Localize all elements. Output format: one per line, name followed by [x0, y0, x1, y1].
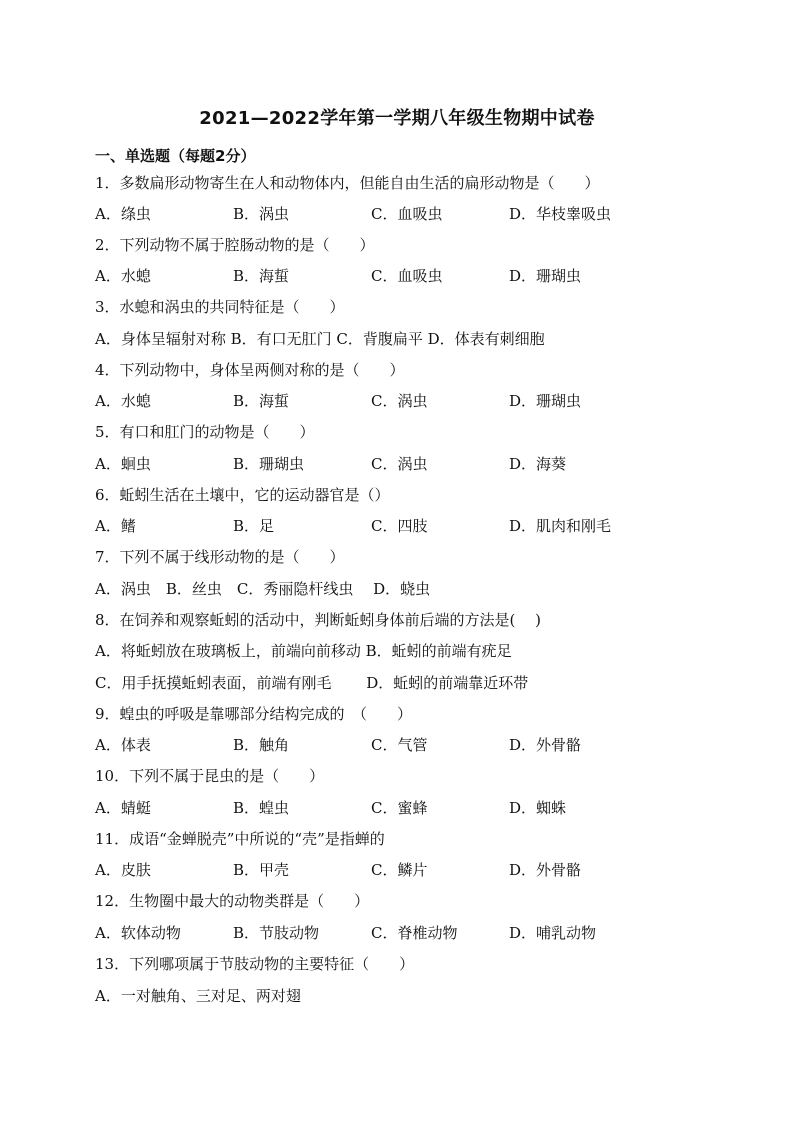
question-1: 1．多数扁形动物寄生在人和动物体内，但能自由生活的扁形动物是（ ） — [95, 174, 600, 192]
option-a: A．绦虫 — [95, 205, 151, 223]
options-8-line-1: A．将蚯蚓放在玻璃板上，前端向前移动 B．蚯蚓的前端有疣足 — [95, 642, 512, 660]
option-d: D．外骨骼 — [509, 736, 582, 754]
question-3: 3．水螅和涡虫的共同特征是（ ） — [95, 298, 345, 316]
option-d: D．哺乳动物 — [509, 924, 597, 942]
option-c: C．四肢 — [371, 517, 428, 535]
option-d: D．外骨骼 — [509, 861, 582, 879]
option-d: D．海葵 — [509, 455, 567, 473]
option-b: B．触角 — [233, 736, 290, 754]
options-1 — [95, 204, 715, 224]
question-6: 6．蚯蚓生活在土壤中，它的运动器官是（） — [95, 486, 390, 504]
options-9 — [95, 735, 715, 755]
option-d: D．蜘蛛 — [509, 799, 567, 817]
option-b: B．涡虫 — [233, 205, 290, 223]
option-b: B．海蜇 — [233, 392, 290, 410]
option-a: A．水螅 — [95, 392, 151, 410]
options-12 — [95, 923, 715, 943]
question-13: 13．下列哪项属于节肢动物的主要特征（ ） — [95, 955, 415, 973]
question-8: 8．在饲养和观察蚯蚓的活动中，判断蚯蚓身体前后端的方法是( ) — [95, 611, 542, 629]
option-a: A．软体动物 — [95, 924, 181, 942]
option-c: C．蜜蜂 — [371, 799, 428, 817]
option-b: B．甲壳 — [233, 861, 290, 879]
option-b: B．珊瑚虫 — [233, 455, 305, 473]
option-c: C．血吸虫 — [371, 267, 443, 285]
option-c: C．脊椎动物 — [371, 924, 458, 942]
option-b: B．足 — [233, 517, 275, 535]
option-a: A．皮肤 — [95, 861, 151, 879]
option-d: D．珊瑚虫 — [509, 267, 582, 285]
option-a: A．水螅 — [95, 267, 151, 285]
option-d: D．华枝睾吸虫 — [509, 205, 612, 223]
options-6 — [95, 516, 715, 536]
question-9: 9．蝗虫的呼吸是靠哪部分结构完成的 （ ） — [95, 705, 413, 723]
question-5: 5．有口和肛门的动物是（ ） — [95, 423, 315, 441]
option-c: C．鳞片 — [371, 861, 428, 879]
options-3: A．身体呈辐射对称 B．有口无肛门 C．背腹扁平 D．体表有刺细胞 — [95, 330, 545, 348]
options-11 — [95, 860, 715, 880]
option-a: A．蛔虫 — [95, 455, 151, 473]
question-4: 4．下列动物中，身体呈两侧对称的是（ ） — [95, 361, 405, 379]
options-7: A．涡虫 B．丝虫 C．秀丽隐杆线虫 D．蛲虫 — [95, 580, 431, 598]
option-b: B．蝗虫 — [233, 799, 290, 817]
option-c: C．涡虫 — [371, 392, 428, 410]
question-7: 7．下列不属于线形动物的是（ ） — [95, 548, 345, 566]
options-8-line-2: C．用手抚摸蚯蚓表面，前端有刚毛 D．蚯蚓的前端靠近环带 — [95, 674, 529, 692]
question-10: 10．下列不属于昆虫的是（ ） — [95, 767, 325, 785]
question-11: 11．成语“金蝉脱壳”中所说的“壳”是指蝉的 — [95, 830, 385, 848]
option-a: A．体表 — [95, 736, 151, 754]
exam-title: 2021—2022学年第一学期八年级生物期中试卷 — [199, 108, 595, 129]
section-heading: 一、单选题（每题2分） — [95, 147, 256, 165]
option-a: A．鳍 — [95, 517, 136, 535]
option-c: C．血吸虫 — [371, 205, 443, 223]
option-c: C．涡虫 — [371, 455, 428, 473]
question-12: 12．生物圈中最大的动物类群是（ ） — [95, 892, 370, 910]
option-b: B．海蜇 — [233, 267, 290, 285]
options-5 — [95, 454, 715, 474]
options-4 — [95, 391, 715, 411]
options-2 — [95, 266, 715, 286]
options-10 — [95, 798, 715, 818]
option-b: B．节肢动物 — [233, 924, 320, 942]
option-a: A．蜻蜓 — [95, 799, 151, 817]
options-13: A．一对触角、三对足、两对翅 — [95, 987, 301, 1005]
option-c: C．气管 — [371, 736, 428, 754]
option-d: D．肌肉和刚毛 — [509, 517, 612, 535]
option-d: D．珊瑚虫 — [509, 392, 582, 410]
question-2: 2．下列动物不属于腔肠动物的是（ ） — [95, 236, 375, 254]
